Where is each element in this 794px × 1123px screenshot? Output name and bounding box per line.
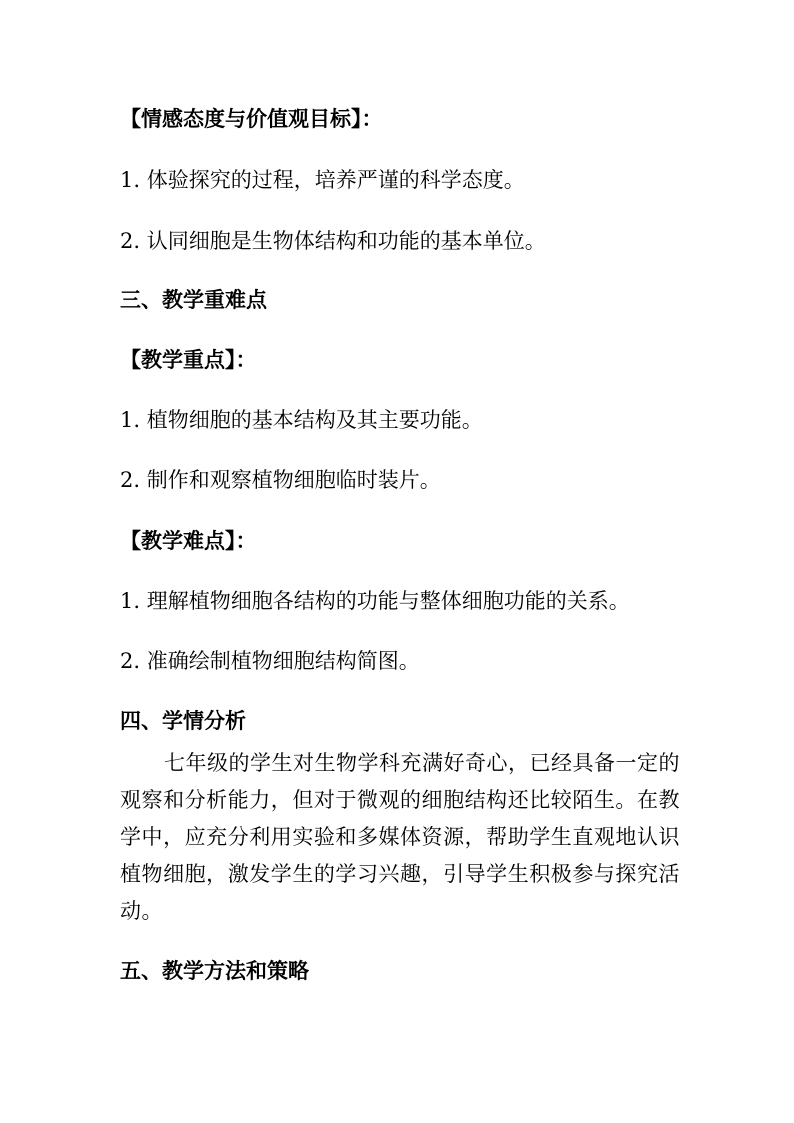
difficult-points-heading: 【教学难点】： [120,529,257,553]
difficult-points-item-2: 2. 准确绘制植物细胞结构简图。 [120,649,420,673]
difficult-points-item-1: 1. 理解植物细胞各结构的功能与整体细胞功能的关系。 [120,589,630,613]
section-five-heading: 五、教学方法和策略 [120,959,309,983]
section-three-heading: 三、教学重难点 [120,288,267,312]
emotion-goal-item-2: 2. 认同细胞是生物体结构和功能的基本单位。 [120,229,546,253]
emotion-goal-heading: 【情感态度与价值观目标】： [120,107,383,131]
key-points-item-1: 1. 植物细胞的基本结构及其主要功能。 [120,408,483,432]
key-points-heading: 【教学重点】： [120,348,257,372]
section-four-paragraph: 七年级的学生对生物学科充满好奇心，已经具备一定的观察和分析能力，但对于微观的细胞结构还比较陌生。在教学中，应充分利用实验和多媒体资源，帮助学生直观地认识植物细胞，激发学生的学习兴趣，引导学生积极参与探究活动。 [120,751,680,923]
section-four-heading: 四、学情分析 [120,709,246,733]
key-points-item-2: 2. 制作和观察植物细胞临时装片。 [120,468,441,492]
emotion-goal-item-1: 1. 体验探究的过程，培养严谨的科学态度。 [120,168,525,192]
